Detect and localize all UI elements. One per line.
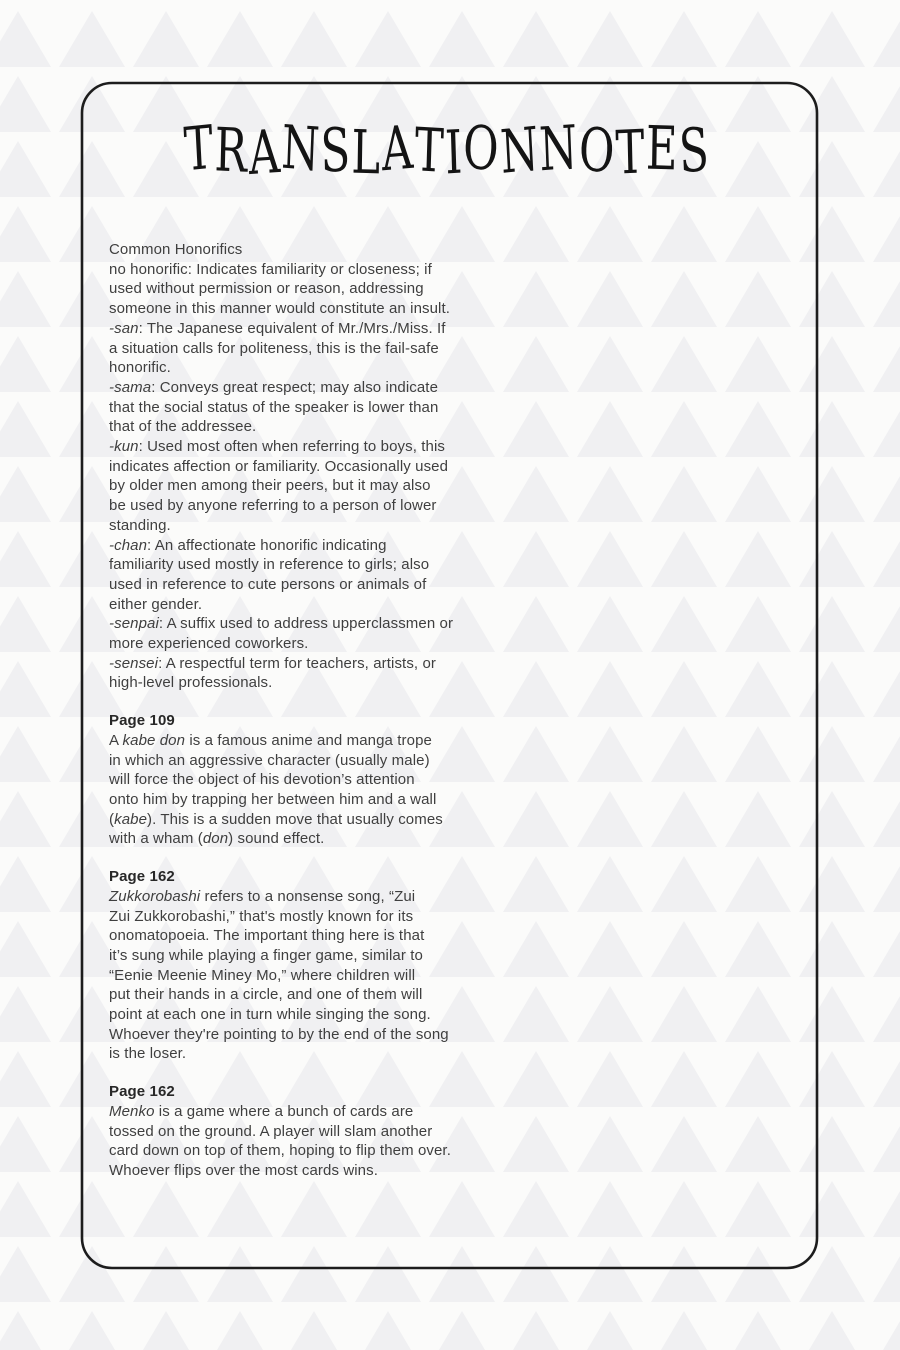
title-letter: E [645,113,680,185]
title-letter: N [280,112,323,186]
text-line: Zui Zukkorobashi,” that's mostly known for its [109,907,414,925]
text-line: -kun: Used most often when referring to boys, this [109,438,446,456]
text-line: -san: The Japanese equivalent of Mr./Mrs./Miss. If [109,319,446,337]
text-line: -sensei: A respectful term for teachers, artists, or [109,654,436,672]
title-letter: A [380,112,416,186]
notes-content [109,240,454,1181]
title-letter: O [461,112,502,186]
page-title [123,112,771,190]
text-line: will force the object of his devotion’s attention [109,771,415,789]
text-line: is the loser. [109,1045,187,1063]
title-letter: N [498,114,542,188]
title-letter: N [538,112,580,186]
text-line: -senpai: A suffix used to address upperclassmen or [109,615,454,633]
text-line: it’s sung while playing a finger game, similar to [109,946,423,964]
text-line: that of the addressee. [109,418,257,436]
note-section [109,1082,454,1181]
text-line: point at each one in turn while singing the song. [109,1006,431,1024]
text-line: A kabe don is a famous anime and manga trope [109,731,432,749]
text-line: a situation calls for politeness, this is the fail-safe [109,339,439,357]
text-line: that the social status of the speaker is lower than [109,398,439,416]
text-line: no honorific: Indicates familiarity or closeness; if [109,260,432,278]
text-line: with a wham (don) sound effect. [109,830,325,848]
text-line: onto him by trapping her between him and a wall [109,790,437,808]
text-line: (kabe). This is a sudden move that usually comes [109,810,443,828]
title-letter: R [214,115,250,187]
note-section [109,711,454,849]
text-line: high-level professionals. [109,674,273,692]
title-letter: O [577,114,617,188]
title-letter: T [182,112,217,186]
title-letter: T [614,117,647,189]
text-line: be used by anyone referring to a person of lower [109,497,437,515]
section-heading: Page 162 [109,868,175,886]
text-line: used in reference to cute persons or animals of [109,575,427,593]
section-heading: Page 162 [109,1083,175,1101]
text-line: -chan: An affectionate honorific indicating [109,536,387,554]
text-line: put their hands in a circle, and one of them will [109,986,423,1004]
title-letter: I [443,117,465,189]
text-line: more experienced coworkers. [109,635,309,653]
title-letter: S [319,115,353,187]
section-heading: Page 109 [109,712,175,730]
title-letter: S [677,114,712,188]
note-section [109,867,454,1064]
text-line: indicates affection or familiarity. Occasionally used [109,457,449,475]
text-line: familiarity used mostly in reference to girls; also [109,556,430,574]
title-letter: A [247,116,283,190]
section-heading: Common Honorifics [109,241,243,258]
text-line: standing. [109,516,171,534]
title-letter: T [413,115,446,187]
text-line: honorific. [109,359,171,377]
text-line: in which an aggressive character (usually male) [109,751,430,769]
text-line: card down on top of them, hoping to flip them over. [109,1142,451,1160]
title-letter: L [351,117,383,189]
text-line: either gender. [109,595,203,613]
text-line: Whoever they're pointing to by the end of the song [109,1025,449,1043]
text-line: “Eenie Meenie Miney Mo,” where children will [109,966,416,984]
text-line: Whoever flips over the most cards wins. [109,1161,378,1179]
text-line: -sama: Conveys great respect; may also indicate [109,378,439,396]
note-section [109,240,454,693]
text-line: someone in this manner would constitute an insult. [109,300,451,318]
text-line: onomatopoeia. The important thing here is that [109,927,425,945]
text-line: Zukkorobashi refers to a nonsense song, “Zui [109,887,416,905]
text-line: by older men among their peers, but it may also [109,477,431,495]
text-line: Menko is a game where a bunch of cards are [109,1102,414,1120]
text-line: tossed on the ground. A player will slam another [109,1122,433,1140]
text-line: used without permission or reason, addressing [109,280,424,298]
